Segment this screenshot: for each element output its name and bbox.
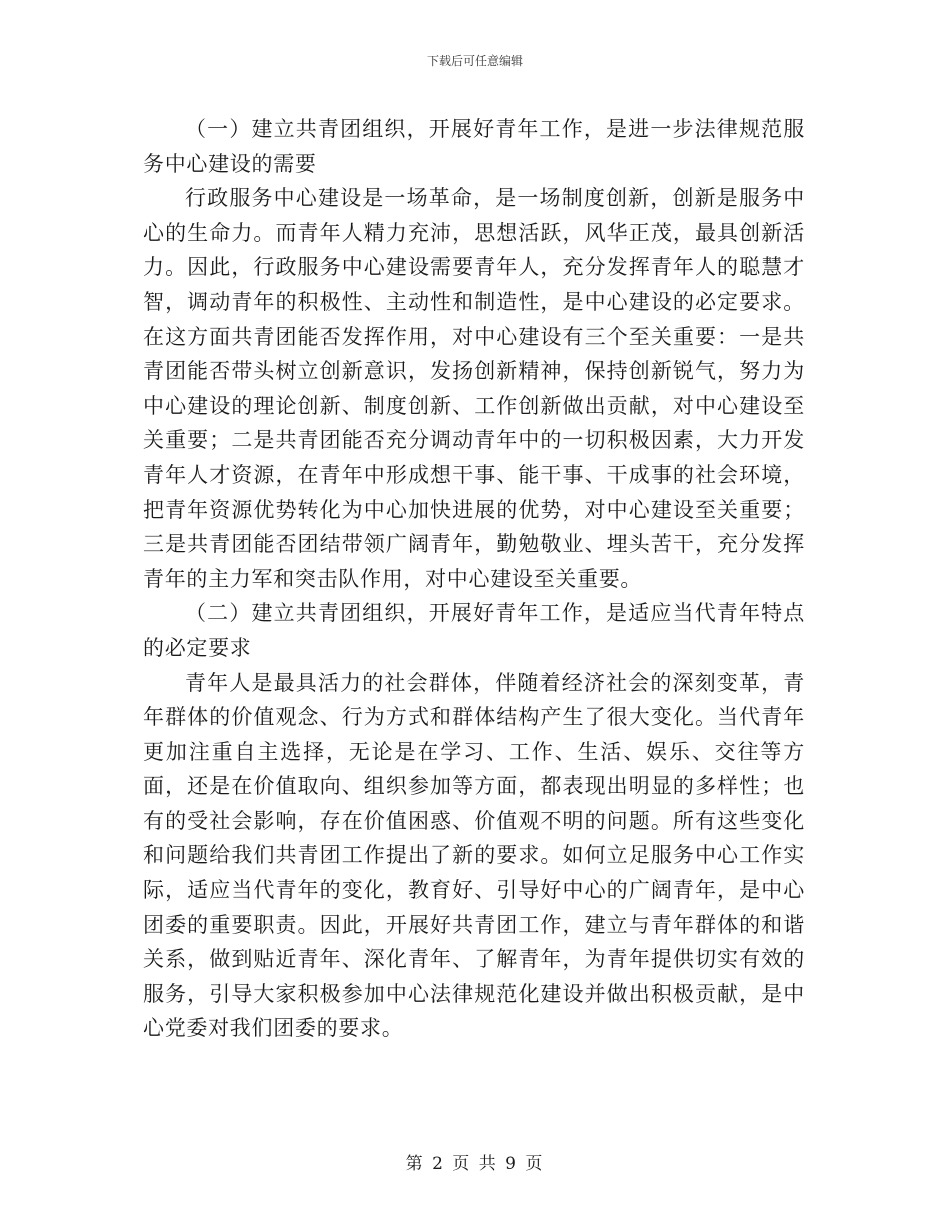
page-footer: 第 2 页 共 9 页: [405, 1154, 545, 1174]
body-paragraph-1: 行政服务中心建设是一场革命，是一场制度创新，创新是服务中心的生命力。而青年人精力充沛，思想活跃，风华正茂，最具创新活力。因此，行政服务中心建设需要青年人，充分发挥青年人的聪慧才智，调动青年的积极性、主动性和制造性，是中心建设的必定要求。在这方面共青团能否发挥作用，对中心建设有三个至关重要：一是共青团能否带头树立创新意识，发扬创新精神，保持创新锐气，努力为中心建设的理论创新、制度创新、工作创新做出贡献，对中心建设至关重要；二是共青团能否充分调动青年中的一切积极因素，大力开发青年人才资源，在青年中形成想干事、能干事、干成事的社会环境，把青年资源优势转化为中心加快进展的优势，对中心建设至关重要；三是共青团能否团结带领广阔青年，勤勉敬业、埋头苦干，充分发挥青年的主力军和突击队作用，对中心建设至关重要。: [143, 186, 805, 591]
section-heading-2: （二）建立共青团组织，开展好青年工作，是适应当代青年特点的必定要求: [143, 601, 805, 660]
page-header: 下载后可任意编辑: [426, 54, 523, 68]
section-heading-1: （一）建立共青团组织，开展好青年工作，是进一步法律规范服务中心建设的需要: [143, 117, 805, 176]
document-body: [143, 112, 805, 1046]
body-paragraph-2: 青年人是最具活力的社会群体，伴随着经济社会的深刻变革，青年群体的价值观念、行为方式和群体结构产生了很大变化。当代青年更加注重自主选择，无论是在学习、工作、生活、娱乐、交往等方面，还是在价值取向、组织参加等方面，都表现出明显的多样性；也有的受社会影响，存在价值困惑、价值观不明的问题。所有这些变化和问题给我们共青团工作提出了新的要求。如何立足服务中心工作实际，适应当代青年的变化，教育好、引导好中心的广阔青年，是中心团委的重要职责。因此，开展好共青团工作，建立与青年群体的和谐关系，做到贴近青年、深化青年、了解青年，为青年提供切实有效的服务，引导大家积极参加中心法律规范化建设并做出积极贡献，是中心党委对我们团委的要求。: [143, 670, 805, 1041]
